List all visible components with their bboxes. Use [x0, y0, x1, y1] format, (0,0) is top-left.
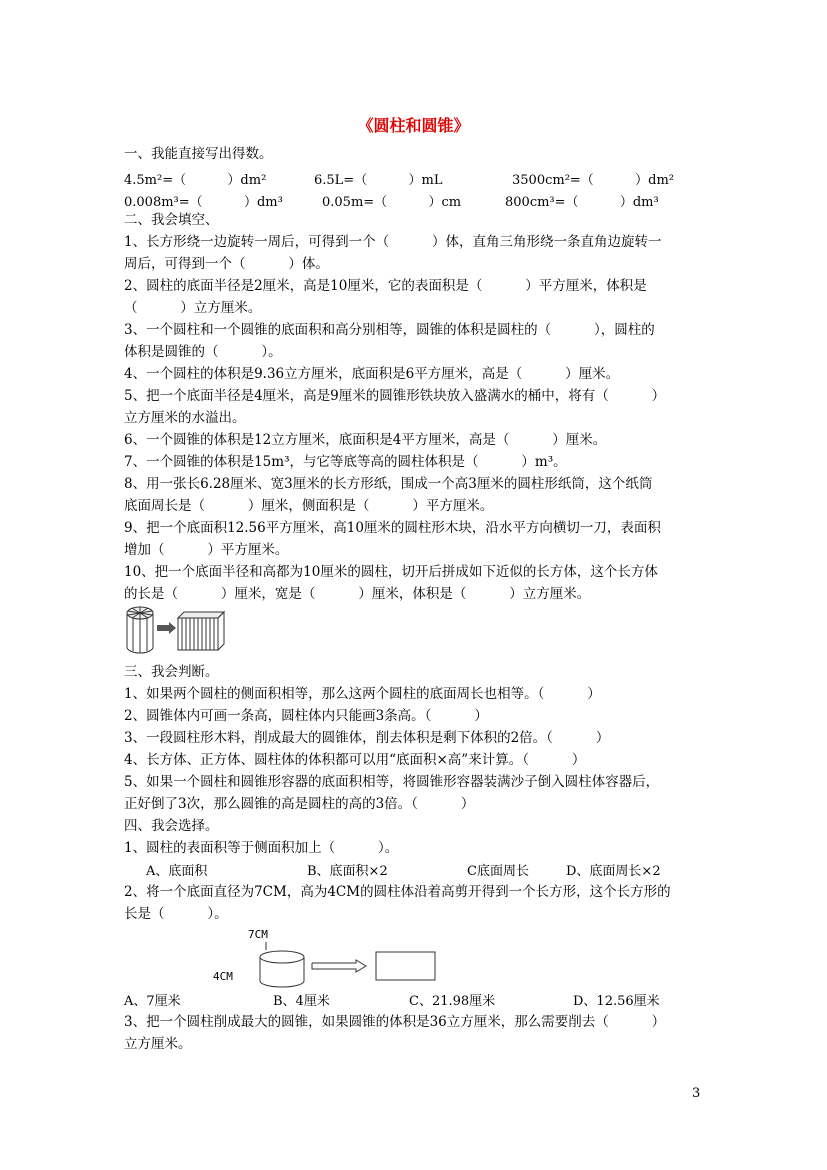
judge-line: 正好倒了3次，那么圆锥的高是圆柱的高的3倍。（ ）: [124, 796, 475, 812]
calc-item: 6.5L=（ ）mL: [314, 173, 443, 188]
page-number: 3: [692, 1086, 701, 1101]
judge-line: 1、如果两个圆柱的侧面积相等，那么这两个圆柱的底面周长也相等。（ ）: [124, 686, 601, 702]
choice-question: 立方厘米。: [124, 1036, 192, 1052]
fill-line: 8、用一张长6.28厘米、宽3厘米的长方形纸，围成一个高3厘米的圆柱形纸筒，这个纸筒: [124, 476, 653, 492]
option-a: A、底面积: [146, 864, 208, 879]
choice-question: 长是（ ）。: [124, 906, 228, 922]
fill-line: 10、把一个底面半径和高都为10厘米的圆柱，切开后拼成如下近似的长方体，这个长方体: [124, 564, 658, 580]
fill-line: 底面周长是（ ）厘米，侧面积是（ ）平方厘米。: [124, 498, 494, 514]
choice-question: 1、圆柱的表面积等于侧面积加上（ ）。: [124, 840, 399, 856]
option-c: C底面周长: [467, 864, 529, 879]
fill-line: 6、一个圆锥的体积是12立方厘米，底面积是4平方厘米，高是（ ）厘米。: [124, 432, 607, 448]
section-heading-1: 一、我能直接写出得数。: [124, 146, 273, 162]
calc-item: 4.5m²=（ ）dm²: [124, 173, 267, 188]
fill-line: 体积是圆锥的（ ）。: [124, 344, 282, 360]
section-heading-3: 三、我会判断。: [124, 664, 219, 680]
arrow: [157, 622, 176, 634]
choice-question: 2、将一个底面直径为7CM，高为4CM的圆柱体沿着高剪开得到一个长方形，这个长方形的: [124, 884, 671, 900]
fill-line: 2、圆柱的底面半径是2厘米，高是10厘米，它的表面积是（ ）平方厘米，体积是: [124, 278, 647, 294]
fill-line: 9、把一个底面积12.56平方厘米，高10厘米的圆柱形木块，沿水平方向横切一刀，表面积: [124, 520, 661, 536]
option-c: C、21.98厘米: [409, 994, 496, 1009]
judge-line: 5、如果一个圆柱和圆锥形容器的底面积相等，将圆锥形容器装满沙子倒入圆柱体容器后，: [124, 774, 660, 790]
fill-line: 7、一个圆锥的体积是15m³，与它等底等高的圆柱体积是（ ）m³。: [124, 454, 567, 470]
fill-line: 立方厘米的水溢出。: [124, 410, 246, 426]
section-heading-2: 二、我会填空、: [124, 212, 219, 228]
option-b: B、4厘米: [273, 994, 330, 1009]
fill-line: 增加（ ）平方厘米。: [124, 542, 289, 558]
unfold-arrow: [312, 960, 366, 972]
fill-line: 4、一个圆柱的体积是9.36立方厘米，底面积是6平方厘米，高是（ ）厘米。: [124, 366, 620, 382]
fill-line: 1、长方形绕一边旋转一周后，可得到一个（ ）体，直角三角形绕一条直角边旋转一: [124, 234, 662, 250]
cylinder-shape: [260, 942, 304, 987]
option-a: A、7厘米: [124, 994, 181, 1009]
cylinder-to-cuboid-figure: [124, 604, 234, 654]
option-d: D、底面周长×2: [566, 864, 661, 879]
diameter-label: 7CM: [248, 928, 268, 941]
calc-item: 800cm³=（ ）dm³: [505, 195, 659, 210]
fill-line: 周后，可得到一个（ ）体。: [124, 256, 329, 272]
calc-item: 0.008m³=（ ）dm³: [124, 195, 283, 210]
option-b: B、底面积×2: [307, 864, 388, 879]
rectangle-shape: [376, 952, 435, 980]
calc-item: 0.05m=（ ）cm: [322, 195, 462, 210]
cylinder-unfold-figure: [210, 926, 450, 990]
judge-line: 2、圆锥体内可画一条高，圆柱体内只能画3条高。（ ）: [124, 708, 488, 724]
sliced-cylinder: [127, 607, 153, 653]
section-heading-4: 四、我会选择。: [124, 818, 219, 834]
judge-line: 4、长方体、正方体、圆柱体的体积都可以用“底面积×高”来计算。（ ）: [124, 752, 586, 768]
fill-line: 5、把一个底面半径是4厘米，高是9厘米的圆锥形铁块放入盛满水的桶中，将有（ ）: [124, 388, 666, 404]
height-label: 4CM: [213, 970, 233, 983]
fill-line: 的长是（ ）厘米，宽是（ ）厘米，体积是（ ）立方厘米。: [124, 586, 591, 602]
approx-cuboid: [178, 612, 224, 650]
calc-item: 3500cm²=（ ）dm²: [512, 173, 674, 188]
choice-question: 3、把一个圆柱削成最大的圆锥，如果圆锥的体积是36立方厘米，那么需要削去（ ）: [124, 1014, 666, 1030]
fill-line: （ ）立方厘米。: [124, 300, 262, 316]
fill-line: 3、一个圆柱和一个圆锥的底面积和高分别相等，圆锥的体积是圆柱的（ ），圆柱的: [124, 322, 655, 338]
option-d: D、12.56厘米: [573, 994, 660, 1009]
judge-line: 3、一段圆柱形木料，削成最大的圆锥体，削去体积是剩下体积的2倍。（ ）: [124, 730, 610, 746]
page-title: 《圆柱和圆锥》: [357, 116, 470, 135]
